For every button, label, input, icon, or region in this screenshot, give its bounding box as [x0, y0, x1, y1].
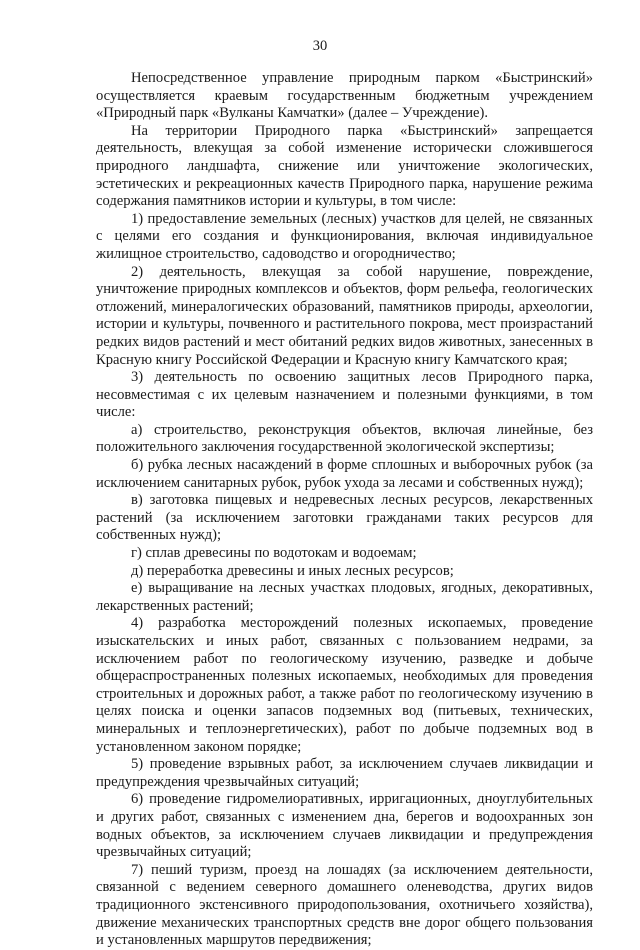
list-item-3-forest-development: 3) деятельность по освоению защитных лесов Природного парка, несовместимая с их целевым назначением и полезными функциями, в том числе:	[96, 369, 593, 421]
sub-item-g-timber-rafting: г) сплав древесины по водотокам и водоемам;	[131, 545, 417, 562]
document-body	[96, 70, 593, 950]
list-item-5-blasting: 5) проведение взрывных работ, за исключением случаев ликвидации и предупреждения чрезвычайных ситуаций;	[96, 756, 593, 790]
list-item-4-mineral-extraction: 4) разработка месторождений полезных ископаемых, проведение изыскательских и иных работ, связанных с пользованием недрами, за исключением работ по геологическому изучению, разведке и добыче общераспространенных полезных ископаемых, необходимых для проведения строительных и дорожных работ, а также работ по геологическому изучению в целях поиска и оценки запасов подземных вод (питьевых, технических, минеральных и теплоэнергетических), работ по добыче подземных вод в установленном законом порядке;	[96, 615, 593, 755]
list-item-7-tourism-transport: 7) пеший туризм, проезд на лошадях (за исключением деятельности, связанной с ведением северного домашнего оленеводства, других видов традиционного экстенсивного природопользования, охотничьего хозяйства), движение механических транспортных средств вне дорог общего пользования и установленных маршрутов передвижения;	[96, 861, 593, 949]
paragraph-management: Непосредственное управление природным парком «Быстринский» осуществляется краевым государственным бюджетным учреждением «Природный парк «Вулканы Камчатки» (далее – Учреждение).	[96, 70, 593, 122]
sub-item-d-wood-processing: д) переработка древесины и иных лесных ресурсов;	[131, 562, 454, 579]
sub-item-e-plant-cultivation: е) выращивание на лесных участках плодовых, ягодных, декоративных, лекарственных растений;	[96, 580, 593, 614]
list-item-6-hydro-works: 6) проведение гидромелиоративных, ирригационных, дноуглубительных и других работ, связанных с изменением дна, берегов и водоохранных зон водных объектов, за исключением случаев ликвидации и предупреждения чрезвычайных ситуаций;	[96, 791, 593, 861]
paragraph-prohibitions-intro: На территории Природного парка «Быстринский» запрещается деятельность, влекущая за собой изменение исторически сложившегося природного ландшафта, снижение или уничтожение экологических, эстетических и рекреационных качеств Природного парка, нарушение режима содержания памятников истории и культуры, в том числе:	[96, 122, 593, 210]
list-item-1-land-plots: 1) предоставление земельных (лесных) участков для целей, не связанных с целями его создания и функционирования, включая индивидуальное жилищное строительство, садоводство и огородничество;	[96, 210, 593, 262]
sub-item-v-harvesting: в) заготовка пищевых и недревесных лесных ресурсов, лекарственных растений (за исключением заготовки гражданами таких ресурсов для собственных нужд);	[96, 492, 593, 544]
sub-item-b-logging: б) рубка лесных насаждений в форме сплошных и выборочных рубок (за исключением санитарных рубок, рубок ухода за лесами и собственных нужд);	[96, 457, 593, 491]
page-number: 30	[312, 38, 328, 54]
sub-item-a-construction: а) строительство, реконструкция объектов, включая линейные, без положительного заключения государственной экологической экспертизы;	[96, 421, 593, 456]
list-item-2-damage-activity: 2) деятельность, влекущая за собой нарушение, повреждение, уничтожение природных комплексов и объектов, форм рельефа, геологических отложений, минералогических образований, памятников природы, археологии, истории и культуры, почвенного и растительного покрова, мест произрастаний редких видов растений и мест обитаний редких видов животных, занесенных в Красную книгу Российской Федерации и Красную книгу Камчатского края;	[96, 263, 593, 368]
